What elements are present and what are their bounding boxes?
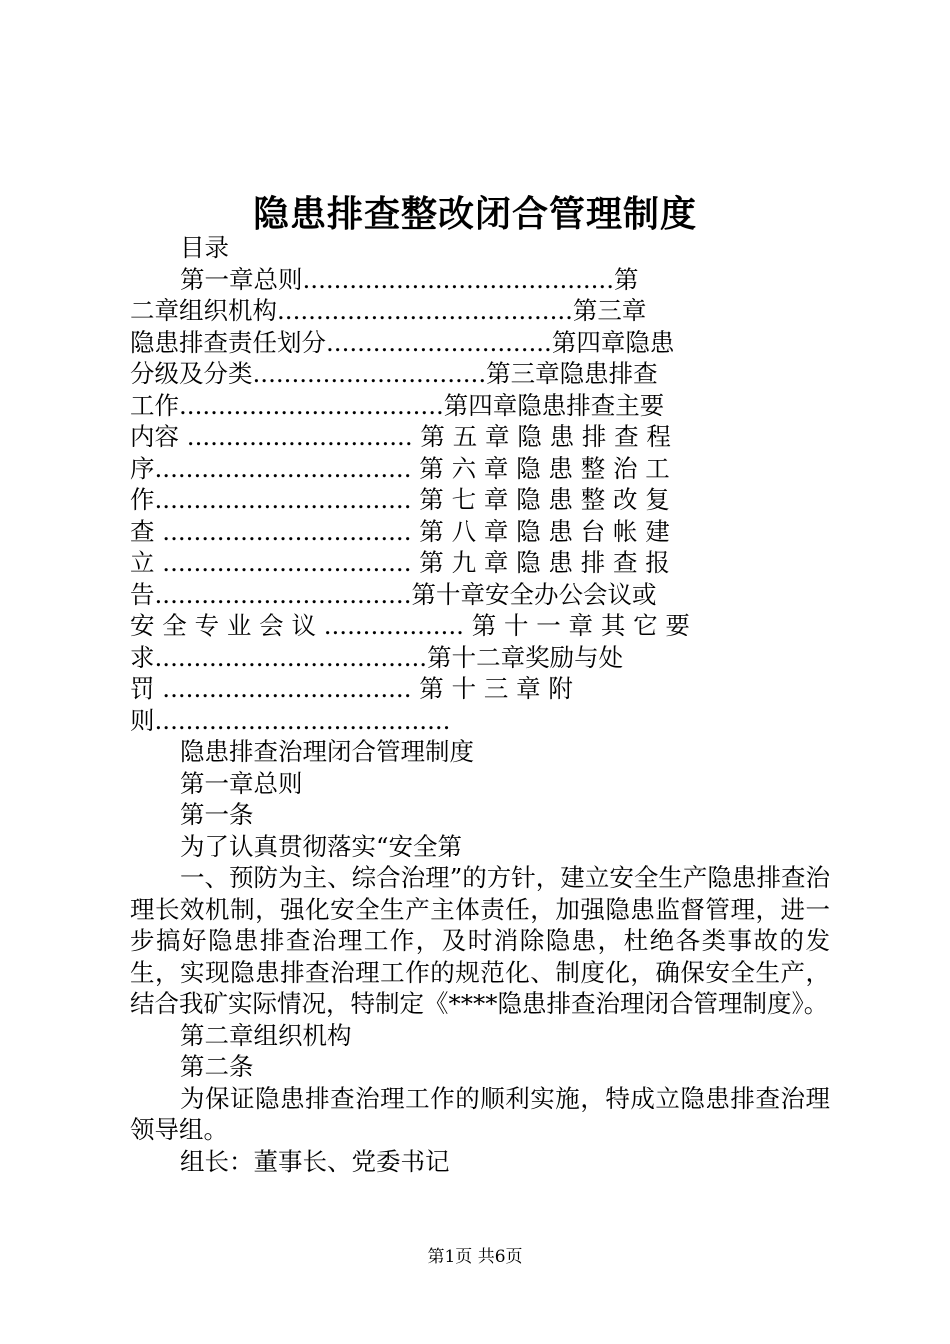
toc-line: 罚 ................................ 第 十 三 章 附 <box>130 674 573 703</box>
article-1-heading: 第一条 <box>180 800 254 829</box>
page-footer: 第1页 共6页 <box>427 1247 523 1267</box>
toc-line: 第一章总则........................................第 <box>180 264 639 294</box>
article-2-heading: 第二条 <box>180 1052 254 1081</box>
toc-line: 告.................................第十章安全办公会议或 <box>130 579 657 609</box>
toc-line: 安 全 专 业 会 议 .................. 第 十 一 章 其 它 要 <box>130 611 690 640</box>
document-body <box>130 232 830 1177</box>
toc-line: 二章组织机构......................................第三章 <box>130 296 647 325</box>
leader-line: 组长：董事长、党委书记 <box>180 1146 450 1176</box>
document-subtitle: 隐患排查治理闭合管理制度 <box>180 737 474 766</box>
chapter-2-heading: 第二章组织机构 <box>180 1020 352 1050</box>
toc-line: 查 ................................ 第 八 章 隐 患 台 帐 建 <box>130 516 670 546</box>
article-1-lead: 为了认真贯彻落实“安全第 <box>180 831 463 861</box>
toc-line: 工作..................................第四章隐患排查主要 <box>130 390 665 420</box>
toc-line: 分级及分类..............................第三章隐患排查 <box>130 359 658 388</box>
article-1-text: 一、预防为主、综合治理”的方针，建立安全生产隐患排查治理长效机制，强化安全生产主体责任，加强隐患监督管理，进一步搞好隐患排查治理工作，及时消除隐患，杜绝各类事故的发生，实现隐患排查治理工作的规范化、制度化，确保安全生产，结合我矿实际情况，特制定《****隐患排查治理闭合管理制度》。 <box>130 863 830 1018</box>
document-title: 隐患排查整改闭合管理制度 <box>252 193 697 235</box>
article-1-paragraph <box>130 862 830 1020</box>
table-of-contents <box>130 264 830 737</box>
article-2-text: 为保证隐患排查治理工作的顺利实施，特成立隐患排查治理领导组。 <box>130 1083 830 1144</box>
chapter-1-heading: 第一章总则 <box>180 768 303 798</box>
toc-line: 求...................................第十二章奖励与处 <box>130 642 624 672</box>
toc-line: 内容 ............................. 第 五 章 隐 患 排 查 程 <box>130 422 671 451</box>
toc-line: 则...................................... <box>130 705 451 735</box>
toc-line: 序................................. 第 六 章 隐 患 整 治 工 <box>130 453 670 483</box>
toc-line: 作................................. 第 七 章 隐 患 整 改 复 <box>130 485 670 514</box>
toc-heading: 目录 <box>180 233 229 262</box>
toc-line: 隐患排查责任划分.............................第四章隐患 <box>130 327 675 357</box>
toc-line: 立 ................................ 第 九 章 隐 患 排 查 报 <box>130 548 670 577</box>
article-2-paragraph <box>130 1083 830 1146</box>
